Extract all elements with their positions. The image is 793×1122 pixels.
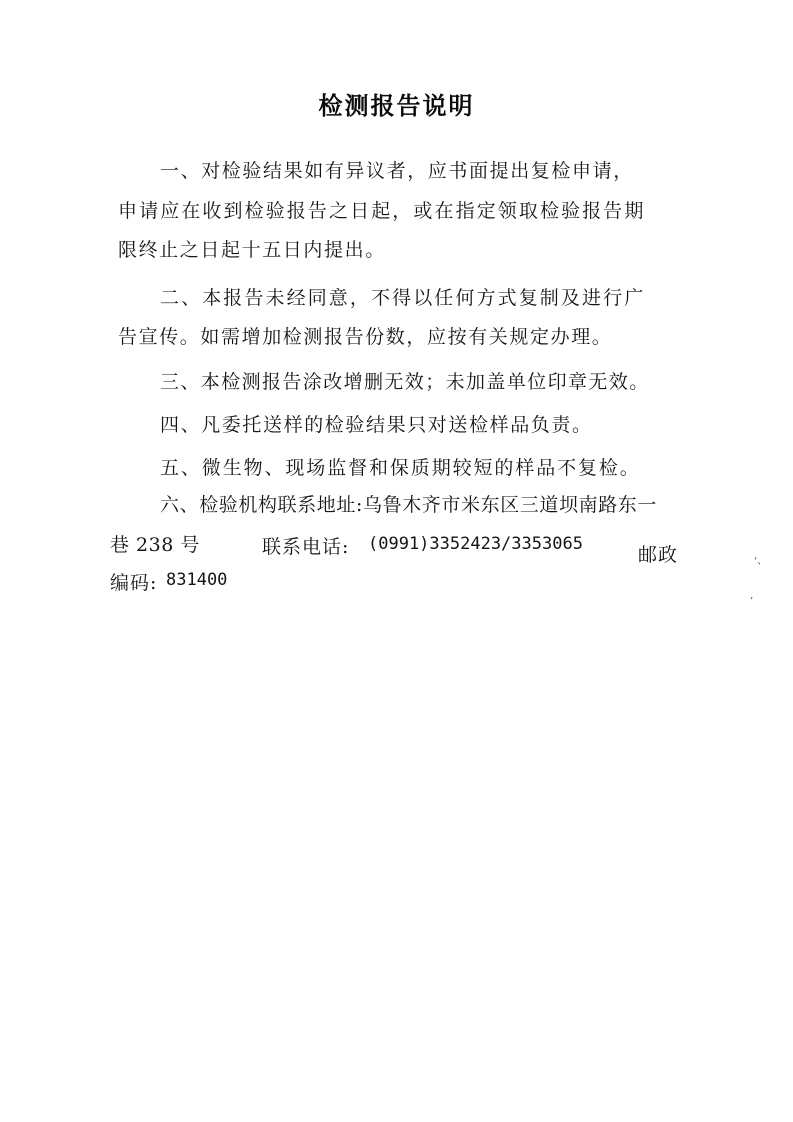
address-end: 巷 238 号 [110, 534, 200, 556]
item-1-line-3: 限终止之日起十五日内提出。 [118, 239, 386, 261]
postal-label-part-1: 邮政 [638, 544, 679, 566]
item-1-line-1: 一、对检验结果如有异议者，应书面提出复检申请， [160, 160, 634, 182]
item-5: 五、微生物、现场监督和保质期较短的样品不复检。 [160, 457, 641, 479]
phone-label: 联系电话: [262, 536, 350, 558]
item-2-line-1: 二、本报告未经同意，不得以任何方式复制及进行广 [160, 287, 646, 309]
item-1-line-2: 申请应在收到检验报告之日起，或在指定领取检验报告期 [118, 200, 646, 222]
scan-mark-2: ’ [750, 596, 754, 607]
item-3: 三、本检测报告涂改增删无效；未加盖单位印章无效。 [160, 371, 650, 393]
scan-mark-1: ‘、 [754, 556, 768, 567]
item-2-line-2: 告宣传。如需增加检测报告份数，应按有关规定办理。 [118, 326, 613, 348]
item-6-line-1: 六、检验机构联系地址:乌鲁木齐市米东区三道坝南路东一 [160, 494, 658, 516]
postal-label-part-2: 编码: [110, 572, 158, 594]
item-4: 四、凡委托送样的检验结果只对送检样品负责。 [160, 414, 593, 436]
postal-value: 831400 [166, 570, 228, 590]
phone-value: (0991)3352423/3353065 [368, 534, 583, 554]
page-title: 检测报告说明 [318, 92, 475, 120]
